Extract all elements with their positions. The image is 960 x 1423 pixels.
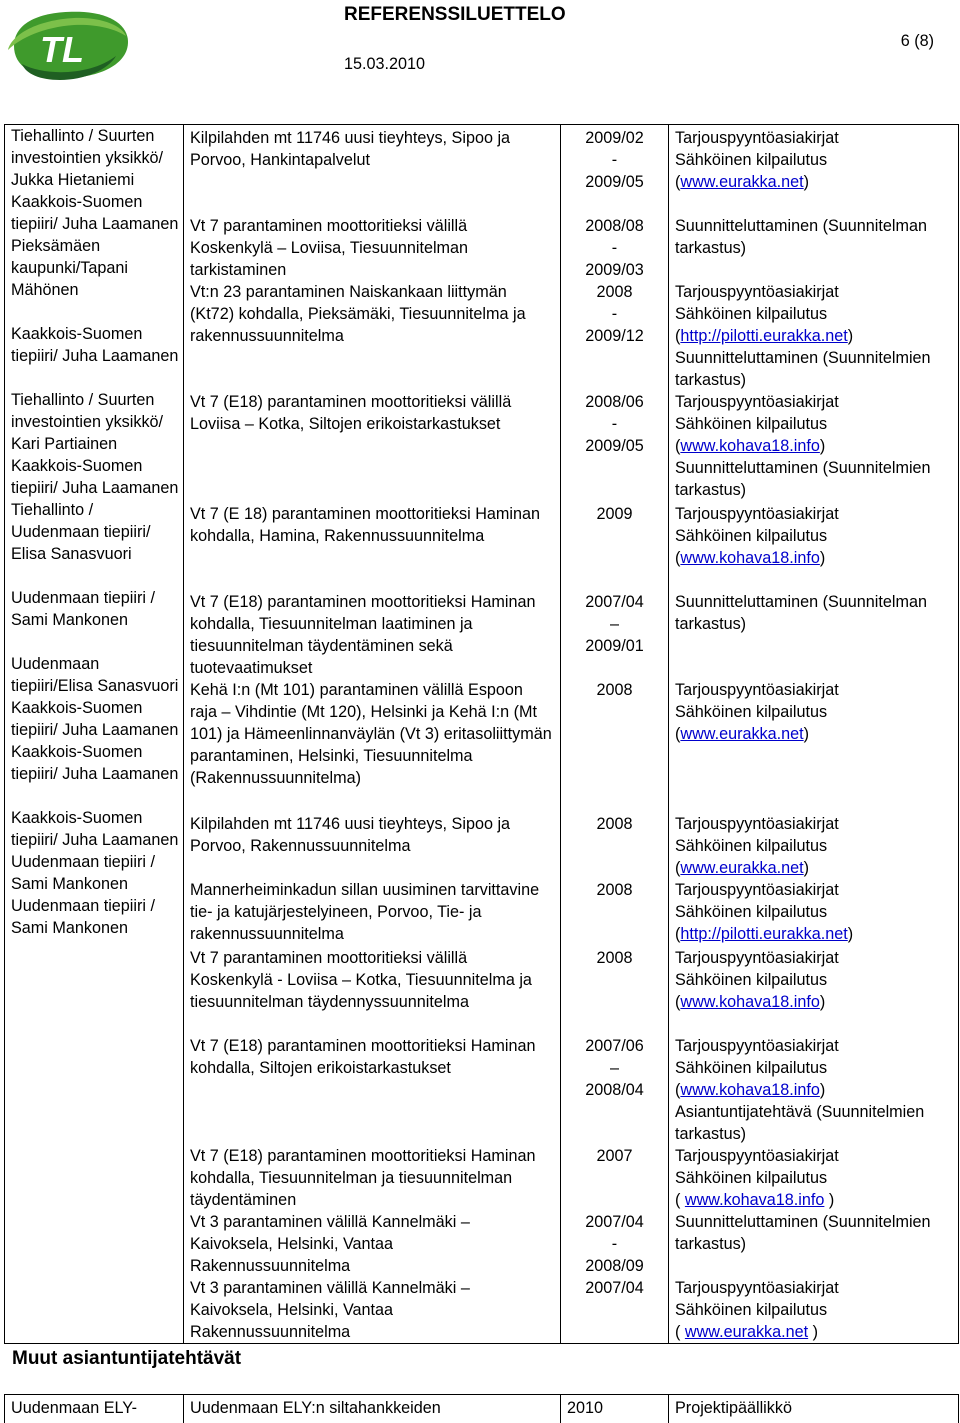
year-entry bbox=[561, 591, 668, 657]
role-column bbox=[669, 125, 959, 1344]
year-value: 2009 bbox=[561, 503, 668, 525]
project-entry: Vt 7 parantaminen moottoritieksi välillä Koskenkylä - Loviisa – Kotka, Tiesuunnitelma ja tiesuunnitelman täydennyssuunnitelma bbox=[190, 947, 552, 1013]
logo-text: TL bbox=[40, 29, 84, 70]
role-line: Suunnitteluttaminen (Suunnitelmien tarkastus) bbox=[675, 347, 954, 391]
year-entry bbox=[561, 947, 668, 969]
document-date: 15.03.2010 bbox=[344, 53, 425, 75]
role-line: Tarjouspyyntöasiakirjat bbox=[675, 947, 954, 969]
role-entry bbox=[675, 1035, 954, 1145]
role-line: Tarjouspyyntöasiakirjat bbox=[675, 1145, 954, 1167]
role-line: Sähköinen kilpailutus bbox=[675, 835, 954, 857]
organization-column bbox=[5, 125, 184, 1344]
role-link-line: (http://pilotti.eurakka.net) bbox=[675, 923, 954, 945]
year-value: 2009/03 bbox=[561, 259, 668, 281]
reference-table bbox=[4, 124, 959, 1344]
project-column bbox=[184, 125, 561, 1344]
org-entry: Kaakkois-Suomen tiepiiri/ Juha Laamanen bbox=[11, 697, 179, 741]
year-value: 2009/02 bbox=[561, 127, 668, 149]
year-value: 2009/12 bbox=[561, 325, 668, 347]
org-entry: Kaakkois-Suomen tiepiiri/ Juha Laamanen bbox=[11, 191, 179, 235]
website-link[interactable]: http://pilotti.eurakka.net bbox=[680, 327, 847, 345]
role-link-line: (www.kohava18.info) bbox=[675, 547, 954, 569]
year-value: 2008 bbox=[561, 813, 668, 835]
year-value: 2007/04 bbox=[561, 591, 668, 613]
role-line: Sähköinen kilpailutus bbox=[675, 303, 954, 325]
year-separator: - bbox=[561, 1233, 668, 1255]
role-entry bbox=[675, 215, 954, 259]
year-entry bbox=[561, 879, 668, 901]
year-value: 2008 bbox=[561, 879, 668, 901]
year-value: 2008/06 bbox=[561, 391, 668, 413]
year-entry bbox=[561, 391, 668, 457]
role-entry bbox=[675, 503, 954, 569]
year-value: 2009/01 bbox=[561, 635, 668, 657]
year-entry bbox=[561, 281, 668, 347]
website-link[interactable]: www.eurakka.net bbox=[680, 725, 803, 743]
role-link-line: (www.kohava18.info) bbox=[675, 991, 954, 1013]
role-line: Suunnitteluttaminen (Suunnitelman tarkastus) bbox=[675, 591, 954, 635]
role-line: Tarjouspyyntöasiakirjat bbox=[675, 503, 954, 525]
year-separator: - bbox=[561, 149, 668, 171]
project-entry: Vt:n 23 parantaminen Naiskankaan liittymän (Kt72) kohdalla, Pieksämäki, Tiesuunnitelma ja rakennussuunnitelma bbox=[190, 281, 552, 347]
role-line: Sähköinen kilpailutus bbox=[675, 1299, 954, 1321]
project-entry: Kilpilahden mt 11746 uusi tieyhteys, Sipoo ja Porvoo, Hankintapalvelut bbox=[190, 127, 552, 171]
role-line: Tarjouspyyntöasiakirjat bbox=[675, 1277, 954, 1299]
role-link-line: ( www.kohava18.info ) bbox=[675, 1189, 954, 1211]
role-link-line: (www.eurakka.net) bbox=[675, 171, 954, 193]
role-line: Asiantuntijatehtävä (Suunnitelmien tarkastus) bbox=[675, 1101, 954, 1145]
footer-year: 2010 bbox=[561, 1395, 669, 1423]
website-link[interactable]: www.kohava18.info bbox=[680, 437, 819, 455]
year-value: 2008/09 bbox=[561, 1255, 668, 1277]
role-line: Tarjouspyyntöasiakirjat bbox=[675, 281, 954, 303]
table-row bbox=[5, 125, 959, 1344]
project-entry: Vt 3 parantaminen välillä Kannelmäki – Kaivoksela, Helsinki, Vantaa Rakennussuunnitelma bbox=[190, 1211, 552, 1277]
role-line: Tarjouspyyntöasiakirjat bbox=[675, 813, 954, 835]
website-link[interactable]: www.kohava18.info bbox=[685, 1191, 824, 1209]
year-column bbox=[561, 125, 669, 1344]
year-separator: - bbox=[561, 303, 668, 325]
website-link[interactable]: www.kohava18.info bbox=[680, 549, 819, 567]
role-line: Sähköinen kilpailutus bbox=[675, 525, 954, 547]
project-entry: Mannerheiminkadun sillan uusiminen tarvittavine tie- ja katujärjestelyineen, Porvoo, Tie- ja rakennussuunnitelma bbox=[190, 879, 552, 945]
document-title: REFERENSSILUETTELO bbox=[344, 4, 566, 26]
role-entry bbox=[675, 947, 954, 1013]
year-entry bbox=[561, 1145, 668, 1167]
org-entry: Tiehallinto / Suurten investointien yksikkö/ Jukka Hietaniemi bbox=[11, 125, 179, 191]
website-link[interactable]: http://pilotti.eurakka.net bbox=[680, 925, 847, 943]
year-value: 2007/04 bbox=[561, 1211, 668, 1233]
role-line: Tarjouspyyntöasiakirjat bbox=[675, 879, 954, 901]
role-line: Tarjouspyyntöasiakirjat bbox=[675, 391, 954, 413]
org-entry: Tiehallinto / Suurten investointien yksikkö/ Kari Partiainen bbox=[11, 389, 179, 455]
role-entry bbox=[675, 1277, 954, 1343]
year-separator: - bbox=[561, 413, 668, 435]
org-entry: Kaakkois-Suomen tiepiiri/ Juha Laamanen bbox=[11, 455, 179, 499]
role-line: Suunnitteluttaminen (Suunnitelmien tarkastus) bbox=[675, 1211, 954, 1255]
year-value: 2008 bbox=[561, 679, 668, 701]
role-entry bbox=[675, 679, 954, 745]
role-entry bbox=[675, 1211, 954, 1255]
role-line: Sähköinen kilpailutus bbox=[675, 1057, 954, 1079]
org-entry: Uudenmaan tiepiiri / Sami Mankonen bbox=[11, 895, 179, 939]
year-value: 2008 bbox=[561, 281, 668, 303]
website-link[interactable]: www.eurakka.net bbox=[680, 859, 803, 877]
org-entry: Kaakkois-Suomen tiepiiri/ Juha Laamanen bbox=[11, 741, 179, 785]
website-link[interactable]: www.eurakka.net bbox=[685, 1323, 808, 1341]
footer-role: Projektipäällikkö bbox=[669, 1395, 959, 1423]
year-value: 2009/05 bbox=[561, 435, 668, 457]
role-entry bbox=[675, 127, 954, 193]
year-entry bbox=[561, 813, 668, 835]
year-value: 2007/06 bbox=[561, 1035, 668, 1057]
year-entry bbox=[561, 679, 668, 701]
page-number: 6 (8) bbox=[901, 30, 934, 52]
role-line: Tarjouspyyntöasiakirjat bbox=[675, 127, 954, 149]
project-entry: Vt 7 parantaminen moottoritieksi välillä Koskenkylä – Loviisa, Tiesuunnitelman tarkistaminen bbox=[190, 215, 552, 281]
role-link-line: (www.eurakka.net) bbox=[675, 723, 954, 745]
website-link[interactable]: www.eurakka.net bbox=[680, 173, 803, 191]
org-entry: Uudenmaan tiepiiri/Elisa Sanasvuori bbox=[11, 653, 179, 697]
role-entry bbox=[675, 281, 954, 391]
footer-org: Uudenmaan ELY- bbox=[5, 1395, 184, 1423]
project-entry: Vt 7 (E18) parantaminen moottoritieksi Haminan kohdalla, Tiesuunnitelman laatiminen ja tiesuunnitelman täydentäminen sekä tuotevaatimukset bbox=[190, 591, 552, 679]
org-entry: Tiehallinto / Uudenmaan tiepiiri/ Elisa Sanasvuori bbox=[11, 499, 179, 565]
year-separator: – bbox=[561, 613, 668, 635]
website-link[interactable]: www.kohava18.info bbox=[680, 1081, 819, 1099]
year-value: 2008/04 bbox=[561, 1079, 668, 1101]
section-title: Muut asiantuntijatehtävät bbox=[12, 1348, 241, 1370]
org-entry: Kaakkois-Suomen tiepiiri/ Juha Laamanen bbox=[11, 323, 179, 367]
role-line: Sähköinen kilpailutus bbox=[675, 413, 954, 435]
role-entry bbox=[675, 813, 954, 879]
tl-logo bbox=[4, 6, 134, 82]
footer-project: Uudenmaan ELY:n siltahankkeiden bbox=[184, 1395, 561, 1423]
role-entry bbox=[675, 1145, 954, 1211]
year-value: 2007/04 bbox=[561, 1277, 668, 1299]
role-line: Tarjouspyyntöasiakirjat bbox=[675, 1035, 954, 1057]
role-line: Tarjouspyyntöasiakirjat bbox=[675, 679, 954, 701]
year-entry bbox=[561, 127, 668, 193]
year-value: 2008/08 bbox=[561, 215, 668, 237]
table-row bbox=[5, 1395, 959, 1423]
role-entry bbox=[675, 391, 954, 501]
project-entry: Vt 7 (E18) parantaminen moottoritieksi Haminan kohdalla, Siltojen erikoistarkastukset bbox=[190, 1035, 552, 1079]
role-link-line: (www.kohava18.info) bbox=[675, 1079, 954, 1101]
role-link-line: (http://pilotti.eurakka.net) bbox=[675, 325, 954, 347]
role-line: Suunnitteluttaminen (Suunnitelmien tarkastus) bbox=[675, 457, 954, 501]
project-entry: Vt 7 (E 18) parantaminen moottoritieksi Haminan kohdalla, Hamina, Rakennussuunnitelma bbox=[190, 503, 552, 547]
role-link-line: ( www.eurakka.net ) bbox=[675, 1321, 954, 1343]
year-entry bbox=[561, 503, 668, 525]
role-link-line: (www.kohava18.info) bbox=[675, 435, 954, 457]
role-line: Sähköinen kilpailutus bbox=[675, 701, 954, 723]
year-separator: - bbox=[561, 237, 668, 259]
year-value: 2008 bbox=[561, 947, 668, 969]
year-value: 2009/05 bbox=[561, 171, 668, 193]
project-entry: Kehä I:n (Mt 101) parantaminen välillä Espoon raja – Vihdintie (Mt 120), Helsinki ja Kehä I:n (Mt 101) ja Hämeenlinnanväylän (Vt 3) eritasoliittymän parantaminen, Helsinki, Tiesuunnitelma (Rakennussuunnitelma) bbox=[190, 679, 552, 789]
project-entry: Vt 3 parantaminen välillä Kannelmäki – Kaivoksela, Helsinki, Vantaa Rakennussuunnitelma bbox=[190, 1277, 552, 1343]
year-entry bbox=[561, 1035, 668, 1101]
org-entry: Uudenmaan tiepiiri / Sami Mankonen bbox=[11, 587, 179, 631]
role-entry bbox=[675, 591, 954, 635]
org-entry: Pieksämäen kaupunki/Tapani Mähönen bbox=[11, 235, 179, 301]
year-entry bbox=[561, 1277, 668, 1299]
year-separator: – bbox=[561, 1057, 668, 1079]
role-entry bbox=[675, 879, 954, 945]
role-line: Sähköinen kilpailutus bbox=[675, 149, 954, 171]
year-value: 2007 bbox=[561, 1145, 668, 1167]
role-line: Sähköinen kilpailutus bbox=[675, 901, 954, 923]
year-entry bbox=[561, 215, 668, 281]
project-entry: Vt 7 (E18) parantaminen moottoritieksi Haminan kohdalla, Tiesuunnitelman ja tiesuunnitelman täydentäminen bbox=[190, 1145, 552, 1211]
role-link-line: (www.eurakka.net) bbox=[675, 857, 954, 879]
year-entry bbox=[561, 1211, 668, 1277]
role-line: Sähköinen kilpailutus bbox=[675, 1167, 954, 1189]
org-entry: Uudenmaan tiepiiri / Sami Mankonen bbox=[11, 851, 179, 895]
website-link[interactable]: www.kohava18.info bbox=[680, 993, 819, 1011]
project-entry: Vt 7 (E18) parantaminen moottoritieksi välillä Loviisa – Kotka, Siltojen erikoistarkastukset bbox=[190, 391, 552, 435]
role-line: Suunnitteluttaminen (Suunnitelman tarkastus) bbox=[675, 215, 954, 259]
footer-table bbox=[4, 1394, 959, 1423]
role-line: Sähköinen kilpailutus bbox=[675, 969, 954, 991]
project-entry: Kilpilahden mt 11746 uusi tieyhteys, Sipoo ja Porvoo, Rakennussuunnitelma bbox=[190, 813, 552, 857]
org-entry: Kaakkois-Suomen tiepiiri/ Juha Laamanen bbox=[11, 807, 179, 851]
